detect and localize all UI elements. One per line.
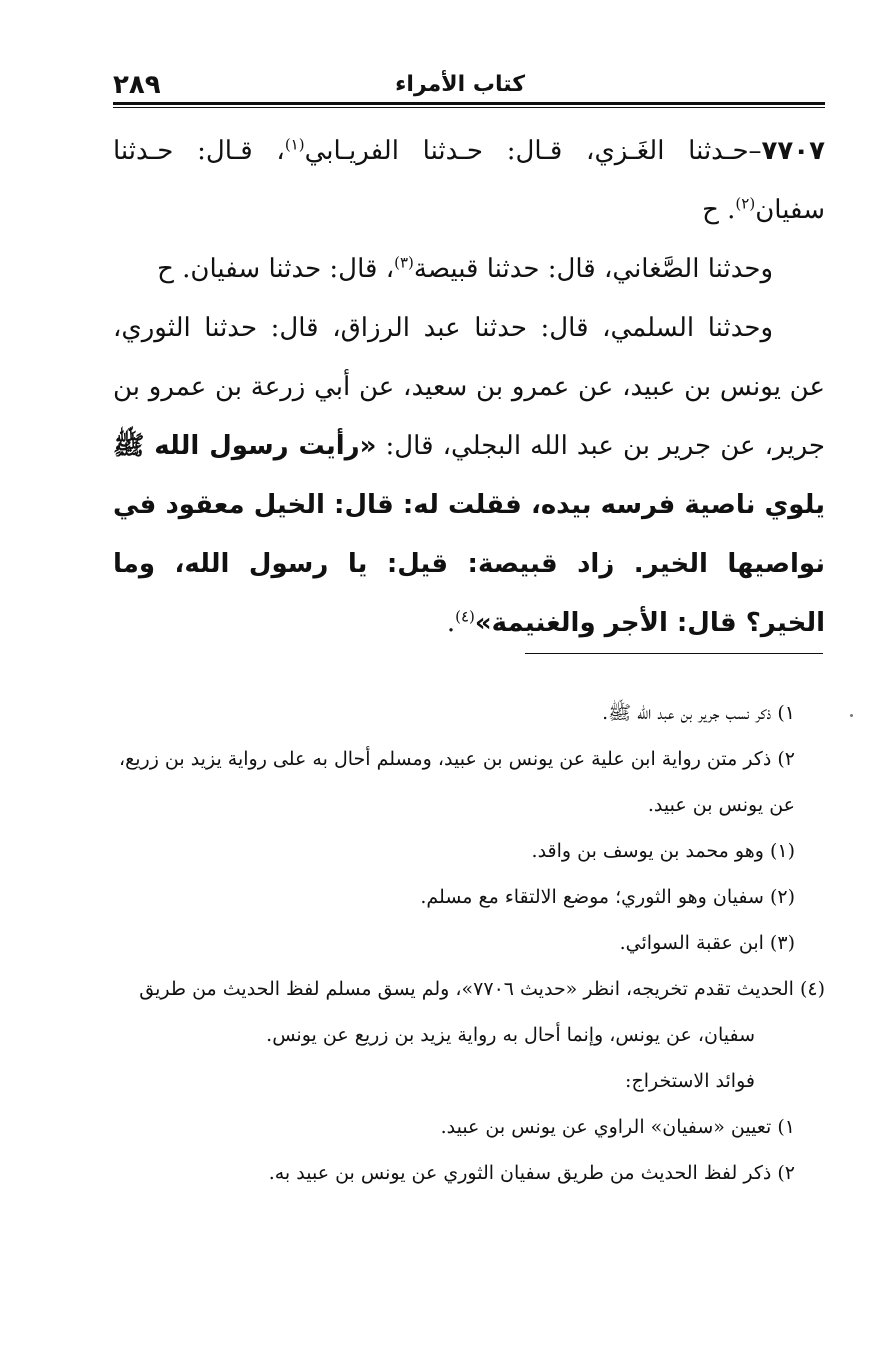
footnote-4: (٤) الحديث تقدم تخريجه، انظر «حديث ٧٧٠٦»، ولم يسق مسلم لفظ الحديث من طريق سفيان، عن يونس، وإنما أحال به رواية يزيد بن زريع عن يونس. [139, 978, 825, 1046]
isnad-line-1b: ، قـال: حـدثنا سفيان [113, 136, 825, 225]
footnote-ref-4: (٤) [455, 607, 475, 626]
header-rule-thin [113, 107, 825, 108]
hadith-paragraph-3 [113, 299, 825, 653]
header-rule-thick [113, 102, 825, 105]
footnote-ref-3: (٣) [394, 253, 414, 272]
running-title: كتاب الأمراء [395, 72, 525, 97]
footnote-ref-1: (١) [284, 135, 305, 154]
isnad-line-1c: . ح [702, 195, 736, 225]
footnote-3: (٣) ابن عقبة السوائي. [619, 932, 795, 954]
note-2: ٢) ذكر متن رواية ابن علية عن يونس بن عبيد، ومسلم أحال به على رواية يزيد بن زريع، عن يونس بن عبيد. [119, 748, 795, 816]
footnote-2: (٢) سفيان وهو الثوري؛ موضع الالتقاء مع مسلم. [420, 886, 795, 908]
hadith-number: ٧٧٠٧ [761, 136, 825, 166]
isnad-line-1a: –حـدثنا الغَـزي، قـال: حـدثنا الفريـابي [304, 136, 762, 166]
fawaid-heading: فوائد الاستخراج: [625, 1070, 755, 1092]
note-1: ١) ذكر نسب جرير بن عبد الله ﷺ. [602, 702, 795, 724]
isnad-line-2a: وحدثنا الصَّغاني، قال: حدثنا قبيصة [413, 254, 773, 284]
page-header [113, 70, 825, 100]
isnad-line-3: وحدثنا السلمي، قال: حدثنا عبد الرزاق، قال: حدثنا الثوري، عن يونس بن عبيد، عن عمرو بن سعيد، عن أبي زرعة بن عمرو بن جرير، عن جرير بن عبد الله البجلي، قال: [113, 313, 825, 461]
footnote-ref-2: (٢) [735, 194, 756, 213]
fawaid-item-1: ١) تعيين «سفيان» الراوي عن يونس بن عبيد. [440, 1116, 795, 1138]
matn-text: «رأيت رسول الله ﷺ يلوي ناصية فرسه بيده، فقلت له: قال: الخيل معقود في نواصيها الخير. زاد قبيصة: قيل: يا رسول الله، وما الخير؟ قال: الأجر والغنيمة» [113, 431, 825, 638]
scan-speck [850, 714, 853, 717]
footnote-separator [525, 653, 823, 654]
hadith-paragraph-2 [113, 240, 825, 299]
hadith-paragraph-1 [113, 122, 825, 240]
isnad-line-2b: ، قال: حدثنا سفيان. ح [157, 254, 395, 284]
page-number: ٢٨٩ [113, 70, 161, 100]
matn-end: . [446, 608, 456, 638]
fawaid-item-2: ٢) ذكر لفظ الحديث من طريق سفيان الثوري عن يونس بن عبيد به. [268, 1162, 795, 1184]
footnotes [113, 690, 825, 1196]
footnote-1: (١) وهو محمد بن يوسف بن واقد. [531, 840, 795, 862]
hadith-text [113, 122, 825, 653]
